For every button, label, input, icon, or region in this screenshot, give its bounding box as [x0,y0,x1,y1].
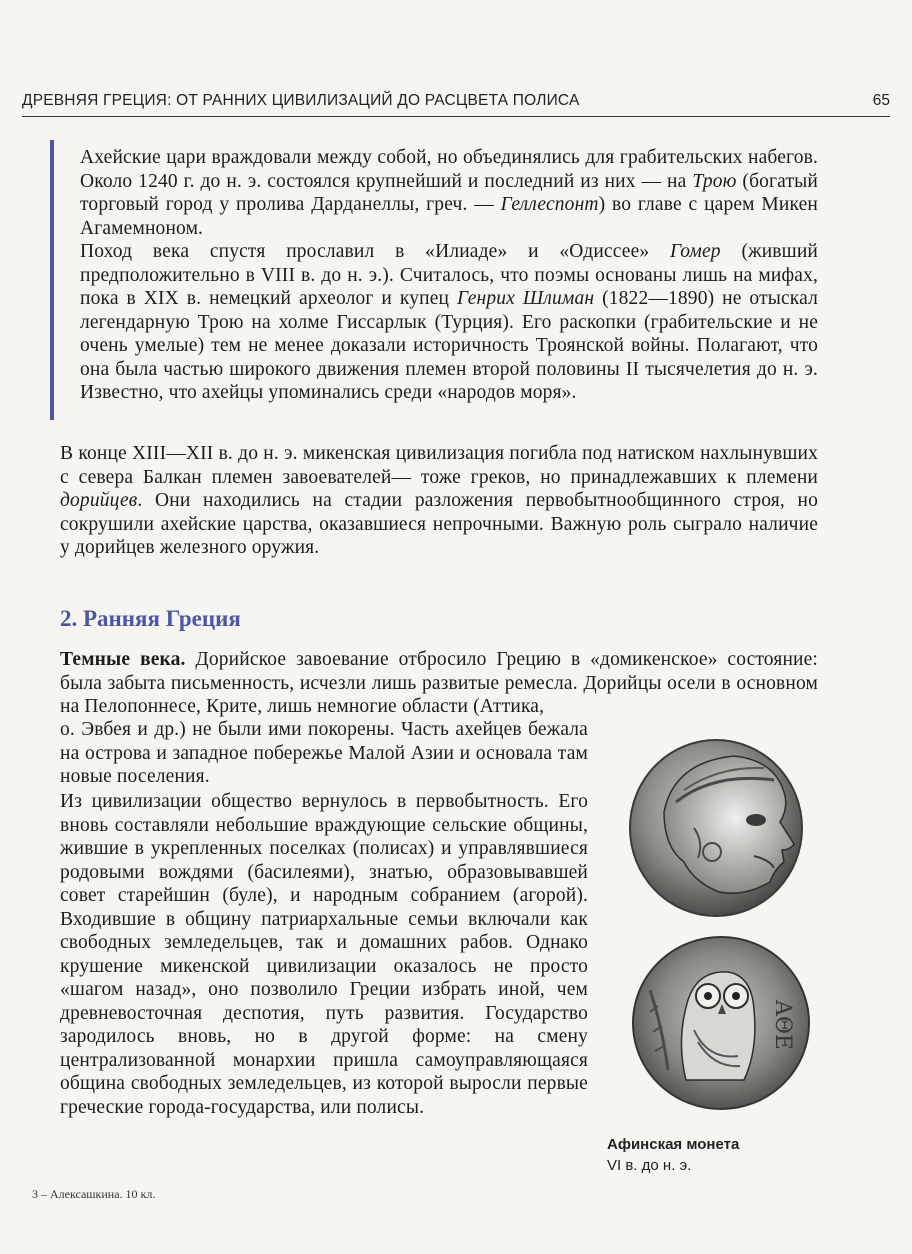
header-title: ДРЕВНЯЯ ГРЕЦИЯ: ОТ РАННИХ ЦИВИЛИЗАЦИЙ ДО РАСЦВЕТА ПОЛИСА [22,92,580,109]
sidebox-text: Ахейские цари враждовали между собой, но объединялись для грабительских набегов. Около 1240 г. до н. э. состоялся крупнейший и последний из них — на [80,147,818,192]
italic-term-hellespont: Геллеспонт [500,194,599,215]
sidebox-paragraph-1 [80,146,818,240]
sidebox-text: (живший предположительно в VIII в. до н. э.). Считалось, что поэмы основаны лишь на мифах, пока в XIX в. немецкий археолог и купец [80,241,818,309]
sidebox-text: (богатый торговый город у пролива Дарданеллы, греч. — [80,170,818,215]
sidebox-text: Поход века спустя прославил в «Илиаде» и «Одиссее» [80,241,671,262]
sidebox-paragraph-2 [80,240,818,405]
figure-caption-title: Афинская монета [607,1136,740,1153]
body-text: . Они находились на стадии разложения первобытнообщинного строя, но сокрушили ахейские царства, оказавшиеся непрочными. Важную роль сыграло наличие у дорийцев железного оружия. [60,490,818,558]
early-greece-paragraph [60,790,588,1119]
dark-ages-paragraph-top [60,648,818,719]
body-text: Из цивилизации общество вернулось в первобытность. Его вновь составляли небольшие враждующие сельские общины, жившие в укрепленных поселках (полисах) и управлявшиеся родовыми вождями (басилеями), знатью, образовывавшей совет старейшин (буле), и народным собранием (агорой). Входившие в общину патриархальные семьи включали как свободных земледельцев, так и домашних рабов. Однако крушение микенской цивилизации оказалось не просто «шагом назад», оно позволило Греции избрать иной, чем древневосточная деспотия, путь развития. Государство зародилось вновь, но в другой форме: на смену централизованной монархии пришла самоуправляющаяся община свободных земледельцев, из которой выросли первые греческие города-государства, или полисы. [60,791,588,1118]
dark-ages-title: Темные века. [60,649,186,670]
body-paragraph-mycenae [60,442,818,560]
italic-term-troy: Трою [692,170,737,192]
body-text: В конце XIII—XII в. до н. э. микенская цивилизация погибла под натиском нахлынувших с севера Балкан племен завоевателей— тоже греков, но принадлежавших к племени [60,443,818,488]
italic-term-homer: Гомер [670,241,721,262]
coin-inscription: ΑΘΕ [770,1000,795,1050]
italic-term-dorians: дорийцев [60,490,138,511]
figure-caption-date: VI в. до н. э. [607,1157,692,1174]
body-text: Дорийское завоевание отбросило Грецию в «домикенское» состояние: была забыта письменность, исчезли лишь развитые ремесла. Дорийцы осели в основном на Пелопоннесе, Крите, лишь немногие области (Аттика, [60,649,818,717]
body-text: о. Эвбея и др.) не были ими покорены. Часть ахейцев бежала на острова и западное побережье Малой Азии и основала там новые поселения. [60,719,588,787]
running-header [22,92,890,117]
page-number: 65 [872,92,890,109]
sidebox-text: (1822—1890) не отыскал легендарную Трою на холме Гиссарлык (Турция). Его раскопки (грабительские и не очень умелые) тем не менее доказали историчность Троянской войны. Полагают, что она была частью широкого движения племен второй половины II тысячелетия до н. э. Известно, что ахейцы упоминались среди «народов моря». [80,288,818,403]
sidebox-accent-bar [50,140,54,420]
footer-signature: 3 – Алексашкина. 10 кл. [32,1187,156,1201]
coin-obverse-image [624,732,814,922]
section-heading: 2. Ранняя Греция [60,606,241,631]
sidebox-text: ) во главе с царем Микен Агамемноном. [80,194,819,239]
dark-ages-paragraph-rest [60,718,588,789]
coin-reverse-image [628,930,814,1116]
italic-term-schliemann: Генрих Шлиман [457,288,595,309]
